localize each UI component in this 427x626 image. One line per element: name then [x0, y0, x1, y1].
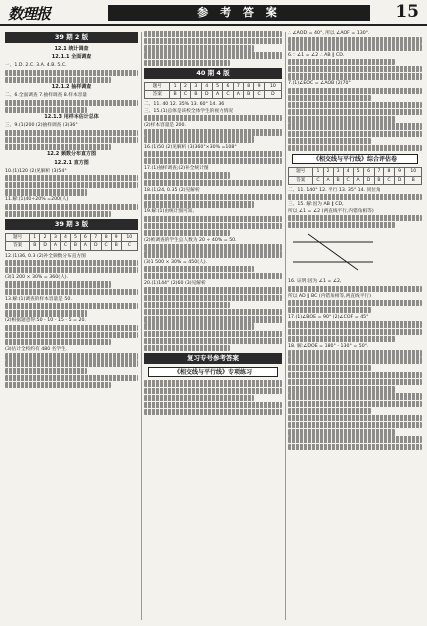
text-line: [288, 336, 395, 342]
text-line: [288, 329, 422, 335]
table-cell: D: [201, 91, 212, 99]
column-right: [288, 30, 422, 622]
page-number: 15: [395, 2, 419, 22]
answer-line: 19.解:(1)由统计图可知,: [144, 209, 194, 215]
answer-line: (3)1 200 × 30% = 360(人).: [5, 275, 69, 281]
text-line: [288, 109, 422, 115]
text-line: [288, 307, 371, 313]
answer-line: 所以 ∠1 = ∠2 (两直线平行,内错角相等): [288, 208, 374, 214]
text-line: [5, 204, 138, 210]
table-cell: C: [254, 91, 264, 99]
table-cell: B: [374, 176, 384, 184]
table-cell: 8: [101, 234, 111, 242]
text-line: [144, 287, 282, 293]
answer-line: (2)样本容量是 200.: [144, 123, 187, 129]
text-line: [5, 130, 138, 136]
text-line: [288, 145, 422, 151]
text-line: [288, 73, 422, 79]
table-cell: 题号: [289, 168, 313, 176]
section-heading: 12.1.3 用样本估计总体: [44, 114, 99, 121]
text-line: [144, 395, 254, 401]
answer-line: (2)根据题意得:50 - 10 - 15 - 5 = 20.: [5, 318, 86, 324]
table-cell: C: [343, 176, 353, 184]
answer-line: 18. 解:∠DOE = 180° - 130° = 50°.: [288, 344, 369, 350]
text-line: [5, 211, 111, 217]
text-line: [288, 66, 422, 72]
text-line: [144, 158, 282, 164]
table-cell: C: [180, 91, 190, 99]
geometry-diagram: [288, 232, 378, 272]
page-title: 参 考 答 案: [108, 5, 370, 21]
text-line: [5, 353, 138, 359]
section-heading: 12.1.1 全面调查: [51, 54, 92, 61]
table-cell: 题号: [6, 234, 30, 242]
answer-line: 20.(1)144° (2)60 (3)见解析: [144, 281, 206, 287]
answer-table: [5, 233, 138, 250]
text-line: [144, 402, 282, 408]
text-line: [5, 310, 87, 316]
text-line: [5, 303, 138, 309]
section-heading: 12.2 频数分布直方图: [46, 151, 97, 158]
table-cell: C: [121, 242, 137, 250]
text-line: [144, 52, 282, 58]
table-cell: B: [244, 91, 254, 99]
section-banner: 《相交线与平行线》专项练习: [148, 367, 278, 377]
table-cell: 8: [244, 82, 254, 90]
text-line: [144, 115, 282, 121]
page-header: [0, 0, 427, 26]
text-line: [144, 223, 282, 229]
table-cell: 6: [363, 168, 374, 176]
text-line: [144, 38, 282, 44]
answer-line: 18.(1)24, 0.35 (2)见解析: [144, 187, 200, 193]
section-heading: 12.1 统计调查: [54, 46, 89, 52]
answer-line: 12.(1)36, 0.3 (2)补全频数分布直方图: [5, 253, 86, 259]
table-cell: 5: [71, 234, 81, 242]
text-line: [144, 45, 254, 51]
text-line: [144, 266, 254, 272]
issue-banner: 39 期 2 版: [5, 32, 138, 43]
text-line: [288, 379, 422, 385]
table-cell: A: [323, 176, 333, 184]
issue-banner: 40 期 4 版: [144, 68, 282, 79]
text-line: [288, 300, 422, 306]
text-line: [288, 194, 422, 200]
table-cell: 4: [343, 168, 353, 176]
answer-line: 16.(1)50 (2)见解析 (3)360°×30% =108°: [144, 144, 237, 150]
text-line: [5, 375, 138, 381]
text-line: [144, 60, 230, 66]
table-cell: 答案: [145, 91, 170, 99]
review-banner: 复习专号参考答案: [144, 353, 282, 364]
text-line: [288, 372, 422, 378]
section-heading: 12.1.2 抽样调查: [51, 84, 92, 91]
table-cell: 10: [405, 168, 422, 176]
text-line: [288, 131, 422, 137]
answer-line: 二、11. 140° 12. 平行 13. 35° 14. 同位角: [288, 187, 381, 193]
table-cell: D: [40, 242, 51, 250]
answer-line: 11.解:(1)40÷20% =200(人): [5, 197, 69, 203]
text-line: [144, 302, 230, 308]
text-line: [288, 408, 371, 414]
table-cell: 答案: [6, 242, 30, 250]
text-line: [144, 345, 230, 351]
answer-line: 7.(1)∠EOC = ∠AOB (2)70°: [288, 81, 351, 87]
section-heading: 12.2.1 直方图: [54, 159, 89, 166]
table-cell: B: [30, 242, 40, 250]
table-cell: A: [353, 176, 363, 184]
table-cell: 9: [394, 168, 405, 176]
text-line: [144, 251, 282, 257]
text-line: [288, 215, 422, 221]
text-line: [144, 380, 282, 386]
table-cell: 9: [254, 82, 264, 90]
text-line: [144, 172, 230, 178]
table-cell: C: [60, 242, 70, 250]
issue-banner: 39 期 3 版: [5, 219, 138, 230]
answer-line: 三、15. 解:因为 AB ∥ CD,: [288, 202, 344, 208]
text-line: [288, 365, 371, 371]
table-cell: 2: [323, 168, 333, 176]
text-line: [144, 151, 282, 157]
text-line: [144, 201, 254, 207]
answer-line: 二、11. 40 12. 35% 13. 60° 14. 36: [144, 102, 225, 108]
answer-line: 三、9.(1)200 (2)抽样调查 (3)36°: [5, 123, 78, 129]
text-line: [288, 88, 422, 94]
text-line: [5, 332, 138, 338]
answer-line: 16. 证明:因为 ∠1 = ∠2,: [288, 279, 342, 285]
table-cell: B: [170, 91, 180, 99]
text-line: [288, 357, 422, 363]
text-line: [144, 244, 282, 250]
table-cell: 1: [170, 82, 180, 90]
table-cell: C: [384, 176, 394, 184]
table-cell: B: [405, 176, 422, 184]
answer-table: [288, 167, 422, 184]
text-line: [5, 281, 111, 287]
table-cell: 答案: [289, 176, 313, 184]
answer-line: 17.(1)∠BOE = 90° (2)∠COF = 45°: [288, 315, 369, 321]
table-cell: A: [233, 91, 243, 99]
table-header-row: [6, 234, 138, 242]
answer-line: (2)被调查的学生总人数为 20 ÷ 40% = 50.: [144, 238, 237, 244]
table-cell: A: [80, 242, 90, 250]
text-line: [288, 59, 395, 65]
table-cell: B: [71, 242, 81, 250]
text-line: [5, 137, 138, 143]
text-line: [144, 194, 282, 200]
text-line: [144, 216, 282, 222]
column-divider: [285, 32, 286, 620]
text-line: [288, 415, 422, 421]
text-line: [5, 144, 111, 150]
text-line: [5, 267, 138, 273]
answer-table: [144, 82, 282, 99]
table-cell: A: [212, 91, 222, 99]
table-cell: 4: [201, 82, 212, 90]
table-row: [6, 242, 138, 250]
text-line: [144, 388, 282, 394]
text-line: [288, 422, 422, 428]
text-line: [288, 393, 422, 399]
text-line: [144, 129, 282, 135]
table-cell: D: [394, 176, 405, 184]
answer-line: (3)估计全校约有 480 名学生.: [5, 347, 68, 353]
answer-line: (3)1 500 × 30% = 450(人).: [144, 259, 208, 265]
masthead-logo: 数理报: [8, 5, 51, 23]
text-line: [288, 401, 422, 407]
table-header-row: [289, 168, 422, 176]
table-cell: 3: [333, 168, 343, 176]
table-cell: 5: [212, 82, 222, 90]
table-row: [289, 176, 422, 184]
column-divider: [141, 32, 142, 620]
text-line: [144, 180, 282, 186]
table-row: [145, 91, 282, 99]
table-cell: D: [363, 176, 374, 184]
column-middle: [144, 30, 282, 622]
table-cell: C: [313, 176, 323, 184]
text-line: [288, 386, 395, 392]
text-line: [5, 70, 138, 76]
text-line: [5, 368, 87, 374]
text-line: [288, 102, 422, 108]
text-line: [288, 116, 395, 122]
table-cell: 6: [80, 234, 90, 242]
text-line: [144, 323, 254, 329]
table-cell: D: [264, 91, 281, 99]
answer-line: 13.解:(1)调查的样本容量是 50.: [5, 296, 72, 302]
text-line: [288, 350, 422, 356]
text-line: [5, 289, 138, 295]
text-line: [144, 295, 282, 301]
table-cell: 6: [223, 82, 233, 90]
answer-line: 二、6.全面调查 7.抽样调查 8.样本容量: [5, 93, 88, 99]
table-cell: C: [101, 242, 111, 250]
text-line: [144, 273, 282, 279]
table-cell: C: [223, 91, 233, 99]
table-cell: 1: [30, 234, 40, 242]
text-line: [5, 382, 111, 388]
table-cell: B: [333, 176, 343, 184]
text-line: [144, 338, 282, 344]
table-cell: B: [111, 242, 121, 250]
text-line: [5, 260, 138, 266]
table-cell: D: [90, 242, 101, 250]
text-line: [288, 436, 422, 442]
text-line: [5, 339, 111, 345]
table-cell: 8: [384, 168, 394, 176]
text-line: [288, 321, 422, 327]
text-line: [144, 316, 282, 322]
table-header-row: [145, 82, 282, 90]
text-line: [288, 37, 422, 43]
text-line: [5, 107, 87, 113]
text-line: [288, 429, 395, 435]
text-line: [5, 189, 87, 195]
answer-line: 所以 AD ∥ BC (内错角相等,两直线平行): [288, 293, 371, 299]
text-line: [144, 31, 282, 37]
text-line: [5, 325, 138, 331]
text-line: [144, 309, 282, 315]
table-cell: 9: [111, 234, 121, 242]
section-banner: 《相交线与平行线》综合评估卷: [292, 154, 418, 164]
text-line: [5, 77, 111, 83]
text-line: [288, 123, 422, 129]
answer-line: 一、1.D. 2.C. 3.A. 4.B. 5.C.: [5, 63, 67, 69]
text-line: [288, 444, 422, 450]
text-line: [288, 286, 422, 292]
table-cell: 7: [90, 234, 101, 242]
answer-line: 10.(1)120 (2)见解析 (3)54°: [5, 168, 67, 174]
table-cell: 题号: [145, 82, 170, 90]
text-line: [144, 409, 282, 415]
text-line: [144, 230, 230, 236]
text-line: [5, 100, 138, 106]
table-cell: A: [51, 242, 61, 250]
table-cell: B: [191, 91, 201, 99]
text-line: [5, 175, 138, 181]
text-line: [288, 95, 371, 101]
table-cell: 4: [60, 234, 70, 242]
table-cell: 7: [233, 82, 243, 90]
table-cell: 2: [40, 234, 51, 242]
table-cell: 2: [180, 82, 190, 90]
text-line: [5, 360, 138, 366]
table-cell: 3: [51, 234, 61, 242]
text-line: [288, 138, 371, 144]
answer-line: 17.(1)抽样调查;(2)补全统计图: [144, 166, 209, 172]
text-line: [288, 222, 395, 228]
table-cell: 10: [264, 82, 281, 90]
table-cell: 10: [121, 234, 137, 242]
table-cell: 1: [313, 168, 323, 176]
table-cell: 7: [374, 168, 384, 176]
answer-line: 6.∵ ∠1 = ∠2 ∴ AB ∥ CD.: [288, 52, 345, 58]
answer-line: ∴ ∠AOD = 40°, 所以 ∠AOF = 130°.: [288, 31, 370, 36]
table-cell: 5: [353, 168, 363, 176]
text-line: [288, 44, 422, 50]
table-cell: 3: [191, 82, 201, 90]
text-line: [144, 331, 282, 337]
column-left: [5, 30, 138, 622]
text-line: [5, 182, 138, 188]
answer-line: 三、15.(1)总体是该校全体学生的视力情况: [144, 108, 234, 114]
text-line: [144, 136, 254, 142]
